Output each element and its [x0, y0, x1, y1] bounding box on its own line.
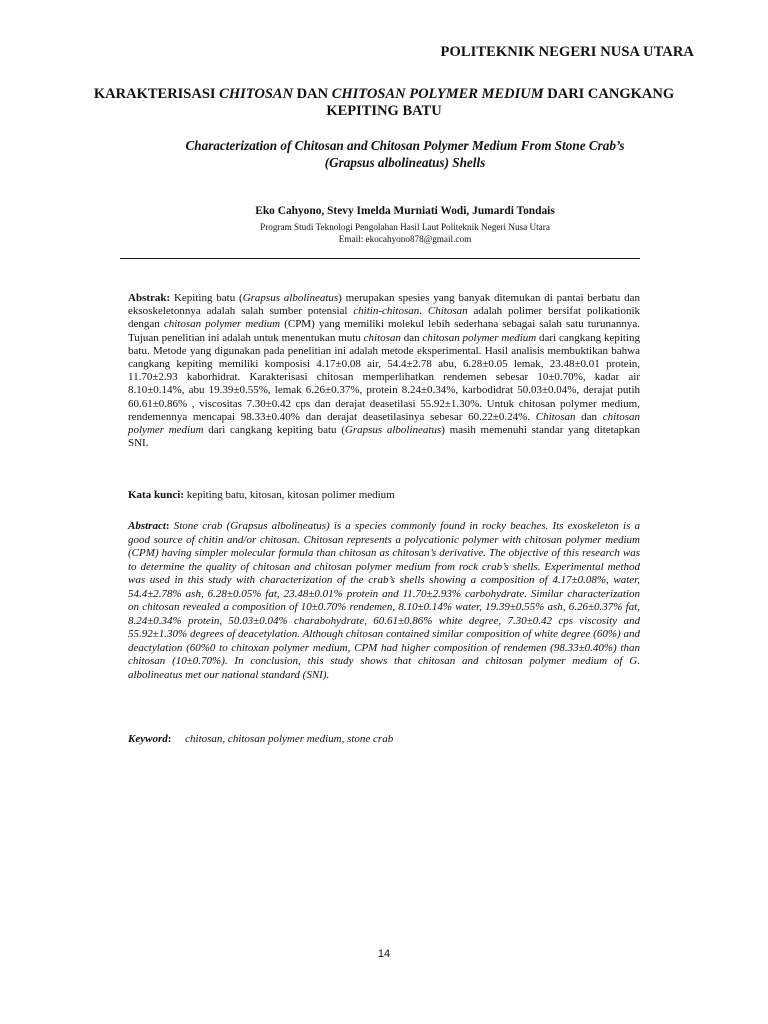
abstrak-text: Kepiting batu (: [170, 292, 243, 304]
author-list: Eko Cahyono, Stevy Imelda Murniati Wodi, Jumardi Tondais: [255, 205, 555, 217]
abstrak-text: chitin-chitosan: [353, 305, 420, 318]
title-part: DAN: [293, 86, 332, 102]
abstract-label: Abstract: [128, 520, 166, 532]
english-title-line-2: (Grapsus albolineatus) Shells: [324, 155, 486, 170]
abstrak-text: Grapsus albolineatus: [344, 424, 442, 437]
abstrak-text: chitosan polymer medium: [128, 410, 640, 437]
abstrak-paragraph: [128, 292, 640, 450]
header-divider: [120, 258, 640, 259]
affiliation-block: [110, 221, 700, 245]
kata-kunci-value: kepiting batu, kitosan, kitosan polimer medium: [183, 489, 395, 501]
abstrak-text: ) masih memenuhi standar yang ditetapkan SNI.: [128, 424, 640, 450]
abstrak-text: Chitosan: [535, 410, 576, 423]
author-email: Email: ekocahyono878@gmail.com: [338, 234, 472, 244]
abstrak-text: Chitosan: [427, 305, 468, 318]
english-title-line-1: Characterization of Chitosan and Chitosan Polymer Medium From Stone Crab’s: [185, 138, 625, 153]
keyword-line: [128, 733, 640, 746]
abstract-text: Stone crab (Grapsus albolineatus) is a species commonly found in rocky beaches. Its exoskeleton is a good source of chitin and/or chitosan. Chitosan represents a polycationic polymer with chitosan polymer medium (CPM) having simpler molecular formula than chitosan as chitosan’s derivative. The objective of this research was to determine the quality of chitosan and chitosan polymer medium from rock crab’s shells. Experimental method was used in this study with characterization of the crab’s shells showing a composition of 4.17±0.08%, water, 54.4±2.78% ash, 6.28±0.05% fat, 23.48±0.01% protein and 11.70±2.93% carbohydrate. Similar characterization on chitosan revealed a composition of 10±0.70% rendemen, 8.10±0.14% water, 19.39±0.55% ash, 6.26±0.37% fat, 8.24±0.34% protein, 50.03±0.04% charabohydrate, 60.61±0.86% white degree, 7.30±0.42 cps viscosity and 55.92±1.30% degrees of deacetylation. Although chitosan contained similar composition of white degree (60%) and deactylation (60%0 to chitoxan polymer medium, CPM had higher composition of rendemen (98.33±0.40%) than chitosan (10±0.70%). In conclusion, this study shows that chitosan and chitosan polymer medium of G. albolineatus met our national standard (SNI).: [128, 520, 640, 681]
keyword-label: Keyword: [128, 733, 168, 745]
abstrak-label: Abstrak:: [128, 292, 171, 304]
paper-title: [66, 86, 702, 120]
abstrak-text: Grapsus albolineatus: [242, 292, 339, 304]
keyword-value: chitosan, chitosan polymer medium, stone crab: [171, 733, 394, 745]
title-part: CHITOSAN: [219, 86, 294, 102]
abstrak-text: adalah polimer bersifat polikationik dengan: [128, 305, 641, 331]
abstrak-text: dan: [575, 410, 603, 423]
kata-kunci-label: Kata kunci:: [128, 489, 184, 501]
title-part: DARI CANGKANG: [543, 86, 675, 102]
abstrak-text: chitosan: [363, 331, 401, 344]
keyword-colon: :: [167, 733, 172, 745]
english-title: [110, 137, 700, 171]
abstrak-text: dari cangkang kepiting batu (: [203, 424, 345, 437]
title-part: KARAKTERISASI: [93, 86, 220, 102]
abstrak-text: (CPM) yang memiliki molekul lebih sederhana sebagai salah satu turunannya. Tujuan penelitian ini adalah untuk menentukan mutu: [128, 318, 640, 344]
abstrak-text: ) merupakan spesies yang banyak ditemukan di pantai berbatu dan eksoskeletonnya adalah salah sumber potensial: [128, 292, 640, 318]
abstrak-text: dan: [400, 331, 423, 344]
kata-kunci-line: [128, 489, 640, 502]
abstract-colon: :: [165, 520, 174, 532]
title-line-2: KEPITING BATU: [326, 103, 442, 119]
abstrak-text: dari cangkang kepiting batu. Metode yang digunakan pada penelitian ini adalah metode eksperimental. Hasil analisis membuktikan bahwa cangkang kepiting memiliki komposisi 4.17±0.08 air, 54.4±2.78 abu, 6.28±0.05 lemak, 23.48±0.01 protein, 11.70±2.93 kaborhidrat. Karakterisasi chitosan memperlihatkan rendemen sebesar 10±0.70%, kadar air 8.10±0.14%, abu 19.39±0.55%, lemak 6.26±0.37%, protein 8.24±0.34%, karbodidrat 50.03±0.04%, derajat putih 60.61±0.86% , viscositas 7.30±0.42 cps dan derajat deasetilasi 55.92±1.30%. Untuk chitosan polymer medium, rendemennya mencapai 98.33±0.40% dan derajat deasetilasinya sebesar 60.22±0.24%.: [128, 331, 640, 423]
affiliation: Program Studi Teknologi Pengolahan Hasil Laut Politeknik Negeri Nusa Utara: [260, 222, 550, 232]
abstract-paragraph: [128, 520, 640, 682]
abstrak-text: .: [419, 305, 428, 318]
title-part: CHITOSAN POLYMER MEDIUM: [331, 86, 544, 102]
abstrak-text: chitosan polymer medium: [422, 331, 537, 344]
institution-header: POLITEKNIK NEGERI NUSA UTARA: [440, 44, 694, 60]
abstrak-text: chitosan polymer medium: [163, 318, 281, 331]
page-number: 14: [377, 948, 391, 960]
